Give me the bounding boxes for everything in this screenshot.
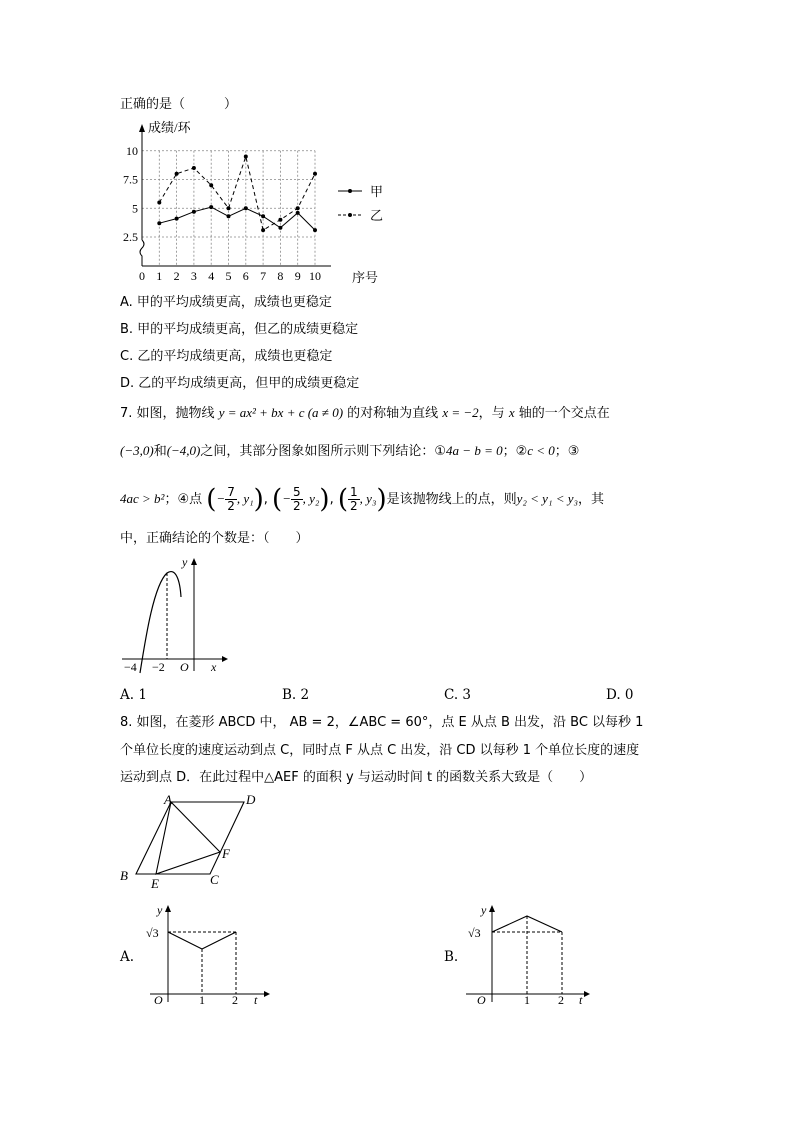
series-1-point-2 — [175, 172, 179, 176]
q6-option-c: C. 乙的平均成绩更高，成绩也更稳定 — [120, 349, 333, 364]
series-0-point-7 — [261, 214, 265, 218]
fig7-minus4-label: −4 — [124, 660, 137, 674]
series-0-point-10 — [313, 228, 317, 232]
q6-line-chart — [118, 118, 398, 288]
q8-line3: 运动到点 D．在此过程中△AEF 的面积 y 与运动时间 t 的函数关系大致是（ ） — [120, 770, 593, 785]
series-1-point-6 — [244, 155, 248, 159]
q7-option-c: C. 3 — [444, 687, 472, 703]
q8-line1: 8. 如图，在菱形 ABCD 中， AB = 2，∠ABC = 60°，点 E 从点 B 出发，沿 BC 以每秒 1 — [120, 715, 644, 730]
x-tick-label: 7 — [260, 269, 267, 283]
chart-series — [157, 155, 317, 233]
q7-line2: (−3,0)和(−4,0)之间，其部分图象如图所示则下列结论：①4a − b = 0；②c < 0；③ — [120, 443, 580, 459]
q8-line2: 个单位长度的速度运动到点 C，同时点 F 从点 C 出发，沿 CD 以每秒 1 个单位长度的速度 — [120, 743, 640, 758]
fig8-label-b: B — [120, 868, 128, 883]
x-tick-label: 6 — [242, 269, 249, 283]
q6-option-b: B. 甲的平均成绩更高，但乙的成绩更稳定 — [120, 322, 359, 337]
series-1-point-5 — [227, 206, 231, 210]
q7-line4: 中，正确结论的个数是：（ ） — [120, 531, 309, 546]
x-tick-label: 10 — [309, 269, 321, 283]
q6-option-d: D. 乙的平均成绩更高，但甲的成绩更稳定 — [120, 376, 360, 391]
series-1-point-10 — [313, 172, 317, 176]
graph-b-sqrt3: √3 — [468, 926, 481, 940]
graph-b-1: 1 — [524, 993, 530, 1006]
chart-ylabel: 成绩/环 — [148, 120, 191, 135]
q8-option-b: B. — [444, 949, 459, 965]
q7-option-d: D. 0 — [606, 687, 634, 703]
graph-b-o: O — [477, 993, 486, 1006]
series-1-point-8 — [278, 218, 282, 222]
x-tick-label: 2 — [173, 269, 180, 283]
series-1-point-1 — [157, 201, 161, 205]
series-0-point-2 — [175, 217, 179, 221]
series-0-point-6 — [244, 206, 248, 210]
q8-graph-b — [462, 902, 592, 1006]
series-line-1 — [159, 157, 315, 231]
graph-b-y: y — [481, 903, 487, 917]
series-1-point-4 — [209, 183, 213, 187]
y-tick-label: 7.5 — [123, 172, 138, 187]
chart-legend — [338, 184, 383, 223]
series-1-point-7 — [261, 228, 265, 232]
legend-label-yi: 乙 — [370, 208, 384, 223]
series-0-point-3 — [192, 210, 196, 214]
y-axis-arrow — [139, 124, 145, 132]
series-0-point-8 — [278, 226, 282, 230]
x-tick-label: 9 — [294, 269, 301, 283]
x-tick-label: 8 — [277, 269, 284, 283]
axis-break — [140, 240, 144, 266]
series-line-0 — [159, 207, 315, 230]
y-tick-label: 5 — [132, 201, 138, 216]
series-0-point-5 — [227, 214, 231, 218]
graph-a-o: O — [154, 993, 163, 1006]
q6-stem-end: 正确的是（ ） — [120, 97, 238, 112]
y-tick-label: 10 — [126, 143, 138, 158]
chart-axes — [139, 124, 331, 266]
x-tick-label: 1 — [156, 269, 163, 283]
series-0-point-9 — [296, 211, 300, 215]
q7-line1: 7. 如图，抛物线 y = ax² + bx + c (a ≠ 0) 的对称轴为直线 x = −2，与 x 轴的一个交点在 — [120, 405, 610, 421]
fig7-origin-label: O — [180, 660, 189, 674]
fig8-label-d: D — [246, 792, 256, 807]
x-tick-label: 5 — [225, 269, 232, 283]
fig8-label-e: E — [151, 876, 159, 891]
x-tick-label: 3 — [190, 269, 197, 283]
fig8-label-a: A — [164, 792, 172, 807]
legend-label-jia: 甲 — [370, 184, 384, 199]
fig7-minus2-label: −2 — [152, 660, 165, 674]
chart-xlabel: 序号 — [352, 270, 379, 285]
series-1-point-9 — [296, 206, 300, 210]
graph-b-2: 2 — [558, 993, 564, 1006]
x-tick-label: 0 — [139, 269, 145, 283]
series-0-point-1 — [157, 221, 161, 225]
fig7-y-label: y — [182, 555, 188, 569]
graph-a-sqrt3: √3 — [146, 926, 159, 940]
q7-option-b: B. 2 — [282, 687, 310, 703]
q8-option-a: A. — [120, 949, 135, 965]
x-tick-label: 4 — [208, 269, 215, 283]
q6-option-a: A. 甲的平均成绩更高，成绩也更稳定 — [120, 295, 332, 310]
graph-b-t: t — [579, 993, 583, 1006]
q7-option-a: A. 1 — [120, 687, 147, 703]
series-0-point-4 — [209, 205, 213, 209]
q8-graph-a — [140, 902, 270, 1006]
graph-a-2: 2 — [232, 993, 238, 1006]
q8-rhombus-figure — [116, 792, 276, 892]
q7-line3: 4ac > b²；④点 (− $\frac{7}{2}$ , y₁), (− $\frac{5}{2}$ , y₂), ( $\frac{1}{2}$ , y₃)是该抛物线上的点，则y₂ < y₁ < y₃，其 — [120, 484, 605, 515]
y-tick-label: 2.5 — [123, 230, 138, 244]
q7-parabola-figure — [118, 555, 228, 675]
series-1-point-3 — [192, 166, 196, 170]
fig7-x-label: x — [211, 660, 217, 674]
fig8-label-f: F — [222, 846, 230, 861]
graph-a-y: y — [157, 903, 163, 917]
graph-a-1: 1 — [199, 993, 205, 1006]
graph-a-t: t — [254, 993, 258, 1006]
fig8-label-c: C — [210, 872, 219, 887]
